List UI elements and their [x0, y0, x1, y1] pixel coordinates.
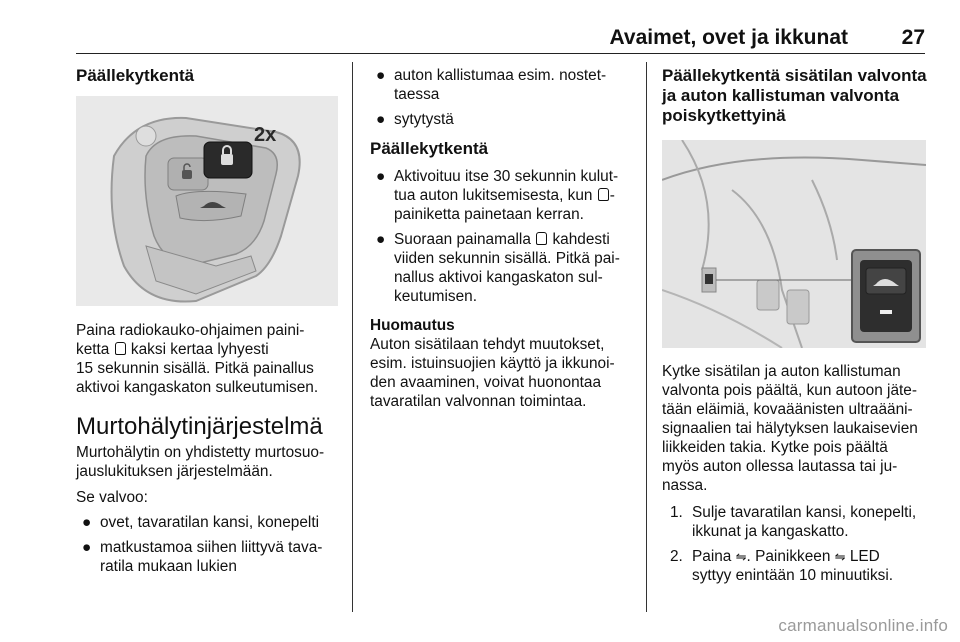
list-item: ● Aktivoituu itse 30 sekunnin kulut- tua auton lukitsemisesta, kun - painiketta painetaan kerran. [376, 168, 619, 223]
section-heading-disable-monitoring: Päällekytkentä sisätilan valvonta ja auton kallistuman valvonta poiskytkettyinä [662, 66, 927, 125]
car-tilt-icon: ⇋ [834, 549, 846, 564]
watermark: carmanualsonline.info [778, 616, 948, 635]
section-heading-activation-2: Päällekytkentä [370, 139, 489, 158]
section-title-alarm: Murtohälytinjärjestelmä [76, 413, 323, 440]
interior-button-figure [662, 140, 926, 348]
list-item: ● sytytystä [376, 111, 454, 128]
list-item: 2. Paina ⇋. Painikkeen ⇋ LED syttyy enintään 10 minuutiksi. [670, 548, 894, 584]
monitored-list [76, 513, 341, 576]
alarm-intro: Murtohälytin on yhdistetty murtosuo- jauslukituksen järjestelmään. [76, 444, 325, 480]
column-2 [370, 66, 638, 411]
activation-paragraph: Paina radiokauko-ohjaimen paini- ketta kaksi kertaa lyhyesti 15 sekunnin sisällä. Pitkä painallus aktivoi kangaskaton sulkeutumisen. [76, 322, 319, 396]
header-rule [76, 53, 925, 54]
page-number: 27 [901, 26, 925, 49]
monitors-label: Se valvoo: [76, 489, 148, 506]
car-tilt-icon: ⇋ [735, 549, 747, 564]
list-item: ● matkustamoa siihen liittyvä tava- ratila mukaan lukien [82, 539, 323, 575]
note-title: Huomautus [370, 317, 455, 334]
press-count-label: 2x [254, 124, 277, 146]
list-item: 1. Sulje tavaratilan kansi, konepelti, ikkunat ja kangaskatto. [670, 504, 917, 540]
interior-illustration [662, 140, 926, 348]
column-divider-left [352, 62, 353, 612]
lock-icon [598, 188, 609, 201]
lock-icon [536, 232, 547, 245]
column-3 [662, 66, 927, 591]
section-heading-activation: Päällekytkentä [76, 66, 195, 85]
note-block: Huomautus Auton sisätilaan tehdyt muutokset, esim. istuinsuojien käyttö ja ikkunoi- den avaaminen, voivat huonontaa tavaratilan valvonnan toimintaa. [370, 316, 638, 411]
column-1 [76, 66, 341, 582]
lock-icon [115, 342, 126, 355]
list-item: ● auton kallistumaa esim. nostet- taessa [376, 67, 607, 103]
running-header-title: Avaimet, ovet ja ikkunat [609, 26, 848, 49]
steps-list [662, 503, 927, 585]
column-divider-right [646, 62, 647, 612]
key-fob-illustration [76, 96, 338, 306]
list-item: ● ovet, tavaratilan kansi, konepelti [82, 514, 320, 531]
key-fob-figure [76, 96, 338, 306]
list-item: ● Suoraan painamalla kahdesti viiden sekunnin sisällä. Pitkä pai- nallus aktivoi kangaskaton sul- keutumisen. [376, 231, 620, 305]
disable-paragraph: Kytke sisätilan ja auton kallistuman valvonta pois päältä, kun autoon jäte- tään eläimiä, kovaäänisten ultraääni- signaalien tai hälytyksen laukaisevien liikkeiden takia. Kytke pois päältä myös auton ollessa lautassa tai ju- nassa. [662, 363, 918, 494]
